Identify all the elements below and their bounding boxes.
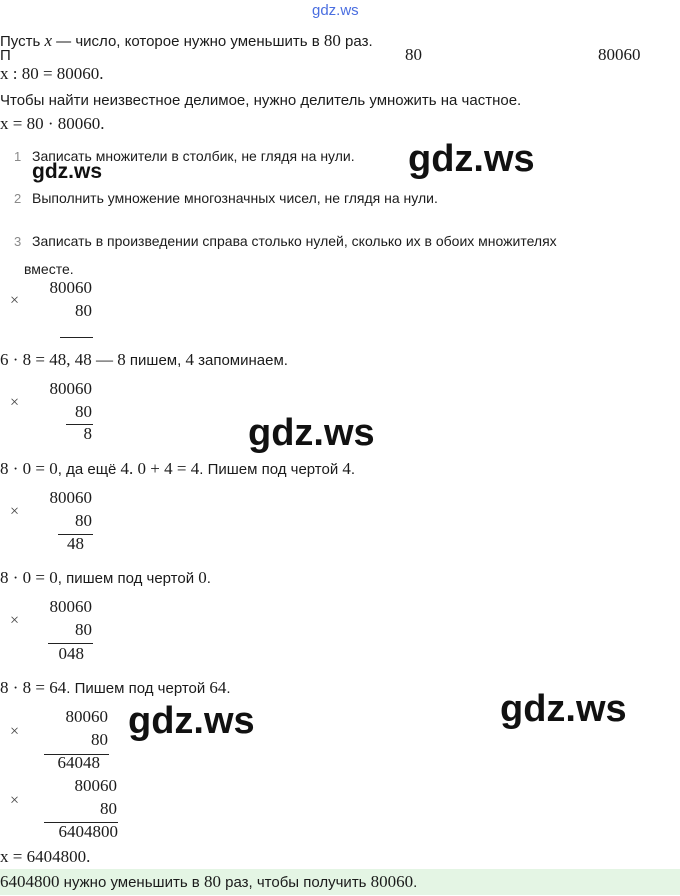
expl-2-text3: .	[350, 461, 356, 478]
cut-left: П	[0, 47, 11, 64]
block-2-bottom: 80	[75, 402, 92, 421]
answer-text3: .	[413, 874, 418, 891]
answer-text1: нужно уменьшить в	[59, 874, 204, 891]
rule-text: Чтобы найти неизвестное делимое, нужно делитель умножить на частное.	[0, 92, 522, 109]
expl-3-text2: .	[206, 570, 211, 587]
step-1-text: Записать множители в столбик, не глядя на нули.	[32, 148, 355, 164]
block-6-result: 6404800	[58, 822, 118, 841]
intro-text: Пусть	[0, 33, 45, 50]
block-2-result: 8	[83, 424, 92, 443]
block-6-top: 80060	[74, 776, 117, 795]
expl-3-math2: 0	[198, 568, 207, 587]
block-2-top: 80060	[49, 379, 92, 398]
step-2-number: 2	[14, 191, 22, 206]
multiply-sign: ×	[10, 612, 20, 629]
watermark: gdz.ws	[32, 160, 103, 183]
block-4-result: 048	[58, 644, 84, 663]
step-3-number: 3	[14, 234, 22, 249]
block-1-rule	[60, 337, 93, 338]
expl-3-math: 8 · 0 = 0	[0, 568, 58, 587]
block-5-bottom: 80	[91, 730, 108, 749]
block-4-bottom: 80	[75, 620, 92, 639]
expl-2-text2: . Пишем под чертой	[199, 461, 343, 478]
watermark-top: gdz.ws	[312, 2, 359, 19]
watermark: gdz.ws	[408, 138, 535, 180]
expl-1-math2: 4	[185, 350, 194, 369]
block-5-top: 80060	[65, 707, 108, 726]
answer-num1: 6404800	[0, 872, 60, 891]
expl-2-math3: 4	[342, 459, 351, 478]
intro-var: x	[44, 31, 53, 50]
answer-text2: раз, чтобы получить	[220, 874, 371, 891]
final-equation: x = 6404800.	[0, 847, 91, 866]
watermark: gdz.ws	[500, 688, 627, 730]
expl-1-text: пишем,	[125, 352, 186, 369]
expl-2-text: , да ещё	[57, 461, 121, 478]
cut-mid: 80	[405, 45, 422, 64]
expl-2-math: 8 · 0 = 0	[0, 459, 58, 478]
explanation-1	[0, 350, 288, 370]
block-6-bottom: 80	[100, 799, 117, 818]
watermark: gdz.ws	[248, 412, 375, 454]
explanation-3	[0, 568, 211, 588]
multiply-sign: ×	[10, 792, 20, 809]
equation-2: x = 80 · 80060.	[0, 114, 105, 133]
block-1-top: 80060	[49, 278, 92, 297]
expl-4-text2: .	[226, 680, 231, 697]
intro-sentence	[0, 31, 373, 51]
cut-right: 80060	[598, 45, 641, 64]
expl-4-math: 8 · 8 = 64	[0, 678, 67, 697]
intro-end: раз.	[340, 33, 373, 50]
block-5-result: 64048	[57, 753, 100, 772]
step-3-text-cont: вместе.	[24, 261, 74, 277]
answer-num3: 80060	[370, 872, 414, 891]
block-3-bottom: 80	[75, 511, 92, 530]
step-3-text: Записать в произведении справа столько нулей, сколько их в обоих множителях	[32, 233, 557, 249]
answer-line	[0, 869, 680, 895]
watermark: gdz.ws	[128, 700, 255, 742]
block-1-bottom: 80	[75, 301, 92, 320]
expl-4-math2: 64	[209, 678, 227, 697]
multiply-sign: ×	[10, 723, 20, 740]
step-2-text: Выполнить умножение многозначных чисел, не глядя на нули.	[32, 190, 438, 206]
multiply-sign: ×	[10, 292, 20, 309]
intro-num: 80	[323, 31, 341, 50]
step-1-number: 1	[14, 149, 22, 164]
equation-1: x : 80 = 80060.	[0, 64, 104, 83]
block-3-result: 48	[67, 534, 84, 553]
cut-line	[0, 45, 680, 64]
explanation-2	[0, 459, 355, 479]
intro-rest: — число, которое нужно уменьшить в	[52, 33, 324, 50]
multiply-sign: ×	[10, 394, 20, 411]
multiply-sign: ×	[10, 503, 20, 520]
answer-num2: 80	[203, 872, 221, 891]
explanation-4	[0, 678, 231, 698]
block-3-top: 80060	[49, 488, 92, 507]
expl-2-math2: 4. 0 + 4 = 4	[120, 459, 200, 478]
expl-1-text2: запоминаем.	[193, 352, 288, 369]
block-4-top: 80060	[49, 597, 92, 616]
expl-1-math: 6 · 8 = 48, 48 — 8	[0, 350, 126, 369]
expl-3-text: , пишем под чертой	[57, 570, 199, 587]
expl-4-text: . Пишем под чертой	[66, 680, 210, 697]
